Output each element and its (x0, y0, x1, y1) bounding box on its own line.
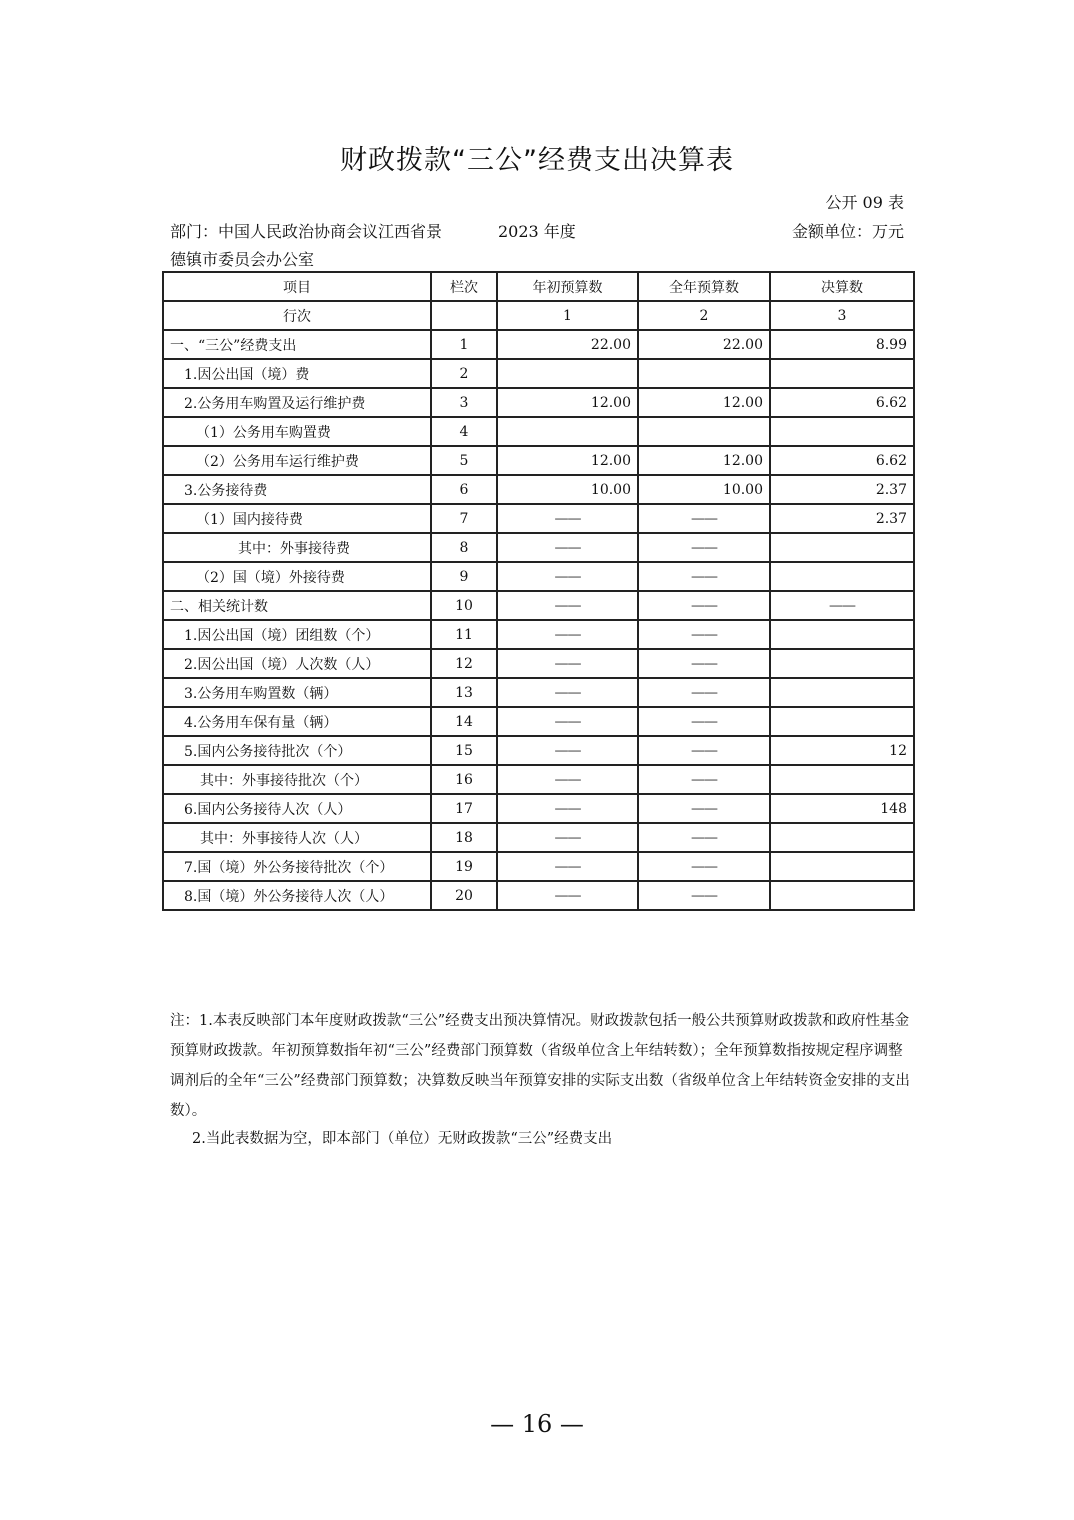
note-1: 注：1.本表反映部门本年度财政拨款“三公”经费支出预决算情况。财政拨款包括一般公共预算财政拨款和政府性基金预算财政拨款。年初预算数指年初“三公”经费部门预算数（省级单位含上年结转数）；全年预算数指按规定程序调整调剂后的全年“三公”经费部门预算数；决算数反映当年预算安排的实际支出数（省级单位含上年结转资金安排的支出数）。 (170, 1013, 910, 1119)
row-value-3 (770, 417, 914, 446)
row-value-2: 22.00 (638, 330, 770, 359)
row-value-2: —— (638, 678, 770, 707)
row-item-label: （1）公务用车购置费 (163, 417, 431, 446)
row-column-no: 16 (431, 765, 497, 794)
row-value-3: 2.37 (770, 504, 914, 533)
note-2: 2.当此表数据为空，即本部门（单位）无财政拨款“三公”经费支出 (192, 1131, 613, 1147)
row-column-no: 2 (431, 359, 497, 388)
row-column-no: 12 (431, 649, 497, 678)
row-item-label: 一、“三公”经费支出 (163, 330, 431, 359)
row-value-3 (770, 823, 914, 852)
row-value-2 (638, 359, 770, 388)
row-item-label: 1.因公出国（境）费 (163, 359, 431, 388)
row-value-2: 10.00 (638, 475, 770, 504)
row-column-no: 3 (431, 388, 497, 417)
row-item-label: 6.国内公务接待人次（人） (163, 794, 431, 823)
index-blank (431, 301, 497, 330)
row-item-label: 7.国（境）外公务接待批次（个） (163, 852, 431, 881)
row-value-1: —— (497, 533, 638, 562)
row-item-label: 8.国（境）外公务接待人次（人） (163, 881, 431, 910)
row-item-label: 1.因公出国（境）团组数（个） (163, 620, 431, 649)
row-column-no: 15 (431, 736, 497, 765)
table-row (163, 736, 914, 765)
row-value-3: 8.99 (770, 330, 914, 359)
row-item-label: 2.因公出国（境）人次数（人） (163, 649, 431, 678)
document-title: 财政拨款“三公”经费支出决算表 (340, 145, 734, 176)
row-column-no: 13 (431, 678, 497, 707)
row-value-2: —— (638, 591, 770, 620)
row-value-3: 2.37 (770, 475, 914, 504)
table-row (163, 330, 914, 359)
table-row (163, 533, 914, 562)
row-item-label: 2.公务用车购置及运行维护费 (163, 388, 431, 417)
row-item-label: 3.公务用车购置数（辆） (163, 678, 431, 707)
row-value-3 (770, 678, 914, 707)
row-column-no: 1 (431, 330, 497, 359)
index-3: 3 (770, 301, 914, 330)
row-value-3 (770, 881, 914, 910)
table-row (163, 475, 914, 504)
row-column-no: 14 (431, 707, 497, 736)
header-initial-budget: 年初预算数 (497, 272, 638, 301)
index-1: 1 (497, 301, 638, 330)
row-item-label: 其中：外事接待费 (163, 533, 431, 562)
row-value-2: —— (638, 852, 770, 881)
amount-unit: 金额单位：万元 (791, 222, 904, 241)
row-value-3 (770, 359, 914, 388)
row-column-no: 6 (431, 475, 497, 504)
row-value-3 (770, 533, 914, 562)
row-column-no: 9 (431, 562, 497, 591)
row-value-1: —— (497, 823, 638, 852)
row-item-label: （1）国内接待费 (163, 504, 431, 533)
row-value-2: —— (638, 707, 770, 736)
row-value-2: —— (638, 649, 770, 678)
row-item-label: （2）公务用车运行维护费 (163, 446, 431, 475)
row-column-no: 5 (431, 446, 497, 475)
row-item-label: 其中：外事接待批次（个） (163, 765, 431, 794)
table-row (163, 591, 914, 620)
row-value-1: —— (497, 852, 638, 881)
row-value-3 (770, 620, 914, 649)
row-value-3: 12 (770, 736, 914, 765)
row-value-2: 12.00 (638, 388, 770, 417)
table-row (163, 707, 914, 736)
row-column-no: 10 (431, 591, 497, 620)
row-value-2: —— (638, 881, 770, 910)
table-row (163, 417, 914, 446)
table-row (163, 504, 914, 533)
header-row (163, 272, 914, 301)
index-2: 2 (638, 301, 770, 330)
index-label: 行次 (163, 301, 431, 330)
header-final-account: 决算数 (770, 272, 914, 301)
row-value-2: —— (638, 794, 770, 823)
row-value-1 (497, 359, 638, 388)
row-value-3 (770, 562, 914, 591)
table-row (163, 446, 914, 475)
row-value-1: —— (497, 620, 638, 649)
row-value-2: —— (638, 533, 770, 562)
row-item-label: 其中：外事接待人次（人） (163, 823, 431, 852)
row-item-label: 4.公务用车保有量（辆） (163, 707, 431, 736)
row-value-1: —— (497, 562, 638, 591)
form-number: 公开 09 表 (825, 193, 904, 212)
row-value-3: 6.62 (770, 388, 914, 417)
row-item-label: 二、相关统计数 (163, 591, 431, 620)
table-row (163, 852, 914, 881)
row-value-1: —— (497, 678, 638, 707)
row-value-1: —— (497, 765, 638, 794)
row-value-3 (770, 765, 914, 794)
row-value-1: —— (497, 881, 638, 910)
row-value-1: —— (497, 707, 638, 736)
header-annual-budget: 全年预算数 (638, 272, 770, 301)
row-value-3: —— (770, 591, 914, 620)
header-item: 项目 (163, 272, 431, 301)
row-column-no: 4 (431, 417, 497, 446)
row-value-2: —— (638, 504, 770, 533)
department-label: 部门：中国人民政治协商会议江西省景德镇市委员会办公室 (170, 222, 443, 269)
row-value-1 (497, 417, 638, 446)
row-column-no: 7 (431, 504, 497, 533)
row-value-2: —— (638, 823, 770, 852)
fiscal-year: 2023 年度 (498, 222, 576, 241)
table-row (163, 359, 914, 388)
row-value-1: —— (497, 504, 638, 533)
table-row (163, 823, 914, 852)
row-column-no: 11 (431, 620, 497, 649)
row-value-3 (770, 852, 914, 881)
row-value-1: —— (497, 736, 638, 765)
row-value-2 (638, 417, 770, 446)
row-value-3: 148 (770, 794, 914, 823)
row-value-1: —— (497, 649, 638, 678)
row-value-1: 12.00 (497, 446, 638, 475)
row-value-2: —— (638, 620, 770, 649)
table-row (163, 881, 914, 910)
row-value-2: —— (638, 765, 770, 794)
table-row (163, 678, 914, 707)
row-column-no: 20 (431, 881, 497, 910)
row-item-label: （2）国（境）外接待费 (163, 562, 431, 591)
table-row (163, 620, 914, 649)
row-item-label: 5.国内公务接待批次（个） (163, 736, 431, 765)
row-column-no: 17 (431, 794, 497, 823)
row-value-1: —— (497, 794, 638, 823)
table-row (163, 765, 914, 794)
three-public-expenses-table (162, 271, 915, 911)
table-row (163, 649, 914, 678)
row-value-1: 12.00 (497, 388, 638, 417)
row-column-no: 19 (431, 852, 497, 881)
row-column-no: 18 (431, 823, 497, 852)
row-value-1: —— (497, 591, 638, 620)
table-row (163, 794, 914, 823)
row-value-2: —— (638, 562, 770, 591)
row-value-2: —— (638, 736, 770, 765)
page-number: — 16 — (490, 1410, 584, 1438)
row-value-2: 12.00 (638, 446, 770, 475)
row-value-3 (770, 707, 914, 736)
row-item-label: 3.公务接待费 (163, 475, 431, 504)
index-row (163, 301, 914, 330)
row-column-no: 8 (431, 533, 497, 562)
row-value-3 (770, 649, 914, 678)
row-value-1: 22.00 (497, 330, 638, 359)
header-column-no: 栏次 (431, 272, 497, 301)
table-row (163, 388, 914, 417)
row-value-1: 10.00 (497, 475, 638, 504)
table-row (163, 562, 914, 591)
row-value-3: 6.62 (770, 446, 914, 475)
